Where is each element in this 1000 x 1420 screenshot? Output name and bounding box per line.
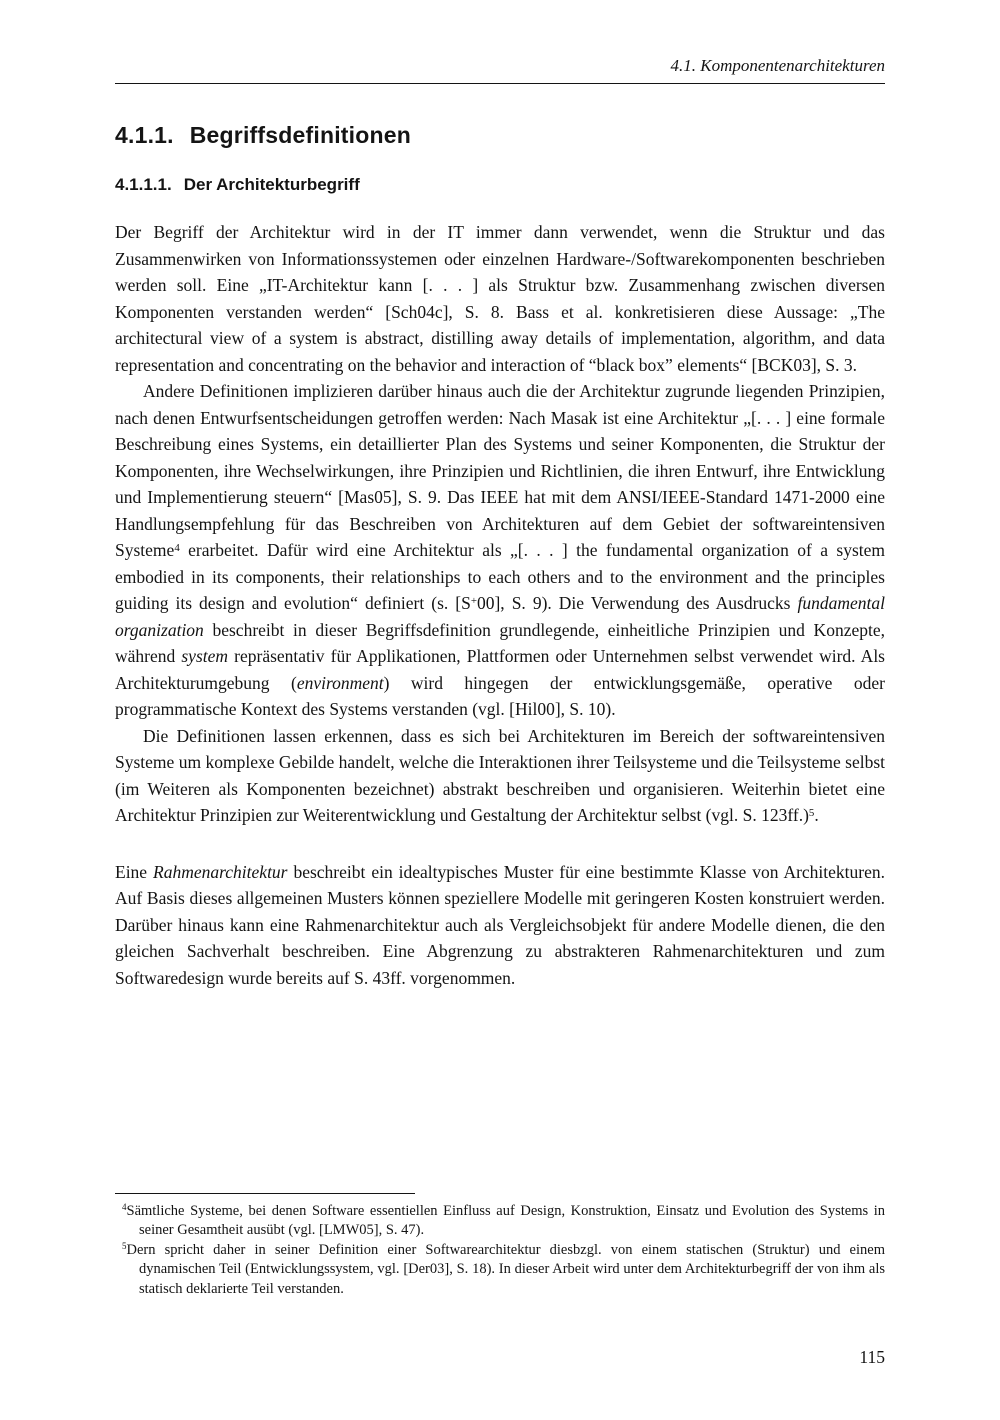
section-number: 4.1.1.: [115, 122, 174, 148]
section-heading: [115, 122, 885, 149]
page-number: 115: [859, 1347, 885, 1367]
italic-run: fundamental organization: [115, 593, 885, 640]
text-run: beschreibt in dieser Begriffsdefinition grundlegende, einheitliche Prinzipien und Konzepte, während: [115, 619, 885, 666]
footnote: [115, 1202, 885, 1241]
italic-run: system: [181, 646, 229, 666]
paragraph: [115, 859, 885, 992]
running-head: 4.1. Komponentenarchitekturen: [670, 56, 885, 75]
subsection-title: Der Architekturbegriff: [183, 175, 360, 194]
text-run: repräsentativ für Applikationen, Plattformen oder Unternehmen selbst verwendet wird. Als Architekturumgebung (: [115, 646, 885, 693]
text-run: ) wird hingegen der entwicklungsgemäße, operative oder programmatische Kontext des Systems verstanden (vgl. [Hil00], S. 10).: [115, 672, 885, 719]
text-run: beschreibt ein idealtypisches Muster für eine bestimmte Klasse von Architekturen. Auf Basis dieses allgemeinen Musters können speziellere Modelle mit geringeren Kosten konstruiert werden. Darüber hinaus kann eine Rahmenarchitektur auch als Vergleichsobjekt für andere Modelle dienen, die den gleichen Sachverhalt beschreiben. Eine Abgrenzung zu abstrakteren Rahmenarchitekturen und zum Softwaredesign wurde bereits auf S. 43ff. vorgenommen.: [115, 861, 885, 988]
text-run: Die Definitionen lassen erkennen, dass es sich bei Architekturen im Bereich der softwareintensiven Systeme um komplexe Gebilde handelt, welche die Interaktionen ihrer Teilsysteme und die Teilsysteme selbst (im Weiteren als Komponenten bezeichnet) abstrakt beschreiben und organisieren. Weiterhin bietet eine Architektur Prinzipien zur Weiterentwicklung und Gestaltung der Architektur selbst (vgl. S. 123ff.): [115, 725, 885, 825]
text-run: 00], S. 9). Die Verwendung des Ausdrucks: [476, 593, 798, 613]
page-body: [115, 84, 885, 991]
subsection-number: 4.1.1.1.: [115, 175, 172, 194]
text-run: Andere Definitionen implizieren darüber hinaus auch die der Architektur zugrunde liegenden Prinzipien, nach denen Entwurfsentscheidungen getroffen werden: Nach Masak ist eine Architektur „[. . . ] eine formale Beschreibung eines Systems, ein detaillierter Plan des Systems und seiner Komponenten, die Struktur der Komponenten, ihre Wechselwirkungen, ihre Prinzipien und Richtlinien, die ihren Entwurf, ihre Entwicklung und Implementierung steuern“ [Mas05], S. 9. Das IEEE hat mit dem ANSI/IEEE-Standard 1471-2000 eine Handlungsempfehlung für das Beschreiben von Architekturen auf dem Gebiet der softwareintensiven Systeme: [115, 381, 885, 560]
running-head-row: [115, 56, 885, 76]
paragraph: [115, 378, 885, 723]
sup-run: +: [470, 594, 477, 607]
italic-run: environment: [296, 672, 384, 693]
sup-run: 4: [174, 541, 180, 554]
text-run: Der Begriff der Architektur wird in der IT immer dann verwendet, wenn die Struktur und das Zusammenwirken von Informationssystemen oder einzelnen Hardware-/Softwarekomponenten beschrieben werden soll. Eine „IT-Architektur kann [. . . ] als Struktur bzw. Zusammenhang zwischen diversen Komponenten verstanden werden“ [Sch04c], S. 8. Bass et al. konkretisieren diese Aussage: „The architectural view of a system is abstract, distilling away details of implementation, algorithm, and data representation and concentrating on the behavior and interaction of “black box” elements“ [BCK03], S. 3.: [115, 222, 885, 375]
text-run: Dern spricht daher in seiner Definition einer Softwarearchitektur diesbzgl. von einem statischen (Struktur) und einem dynamischen Teil (Entwicklungssystem, vgl. [Der03], S. 18). In dieser Arbeit wird unter dem Architekturbegriff der von ihm als statisch deklarierte Teil verstanden.: [126, 1241, 885, 1297]
subsection-heading: [115, 175, 885, 195]
text-run: Eine: [115, 861, 154, 882]
text-run: erarbeitet. Dafür wird eine Architektur als „[. . . ] the fundamental organization of a system embodied in its components, their relationships to each others and to the environment and the principles guiding its design and evolution“ definiert (s. [S: [115, 540, 885, 613]
footnote-marker: 5: [122, 1241, 127, 1252]
body-paragraphs: [115, 219, 885, 991]
paragraph: [115, 219, 885, 378]
footnote-marker: 4: [122, 1202, 127, 1213]
italic-run: Rahmenarchitektur: [153, 861, 288, 882]
footnote: [115, 1241, 885, 1300]
text-run: Sämtliche Systeme, bei denen Software essentiellen Einfluss auf Design, Konstruktion, Einsatz und Evolution des Systems in seiner Gesamtheit ausübt (vgl. [LMW05], S. 47).: [126, 1202, 885, 1238]
section-title: Begriffsdefinitionen: [189, 122, 411, 148]
footnote-rule: [115, 1193, 415, 1194]
footnotes: [115, 1202, 885, 1300]
page-header: [115, 56, 885, 84]
sup-run: 5: [808, 806, 815, 819]
paragraph: [115, 723, 885, 829]
page-footer: [115, 1193, 885, 1369]
text-run: .: [814, 805, 819, 825]
